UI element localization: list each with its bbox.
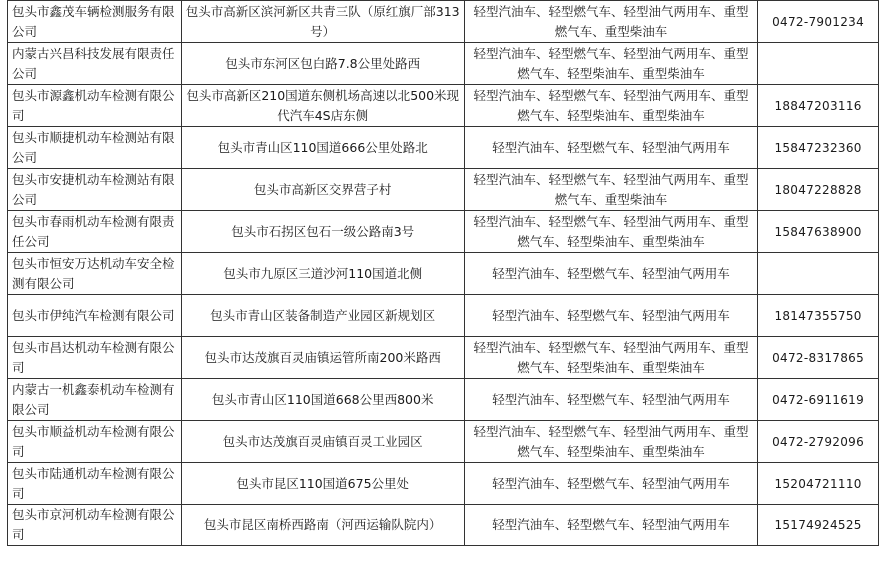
company-name-cell: 包头市恒安万达机动车安全检测有限公司 bbox=[8, 253, 182, 295]
table-row bbox=[8, 127, 879, 169]
table-body bbox=[8, 1, 879, 546]
vehicle-types-cell: 轻型汽油车、轻型燃气车、轻型油气两用车 bbox=[464, 505, 757, 546]
address-cell: 包头市青山区装备制造产业园区新规划区 bbox=[181, 295, 464, 337]
table-row bbox=[8, 85, 879, 127]
table-row bbox=[8, 211, 879, 253]
table-row bbox=[8, 379, 879, 421]
phone-cell: 18847203116 bbox=[758, 85, 879, 127]
table-row bbox=[8, 43, 879, 85]
address-cell: 包头市高新区交界营子村 bbox=[181, 169, 464, 211]
table-row bbox=[8, 295, 879, 337]
table-row bbox=[8, 463, 879, 505]
address-cell: 包头市东河区包白路7.8公里处路西 bbox=[181, 43, 464, 85]
vehicle-types-cell: 轻型汽油车、轻型燃气车、轻型油气两用车 bbox=[464, 463, 757, 505]
company-name-cell: 包头市顺益机动车检测有限公司 bbox=[8, 421, 182, 463]
company-name-cell: 包头市顺捷机动车检测站有限公司 bbox=[8, 127, 182, 169]
table-row bbox=[8, 421, 879, 463]
address-cell: 包头市石拐区包石一级公路南3号 bbox=[181, 211, 464, 253]
table-row bbox=[8, 1, 879, 43]
vehicle-types-cell: 轻型汽油车、轻型燃气车、轻型油气两用车、重型燃气车、轻型柴油车、重型柴油车 bbox=[464, 337, 757, 379]
phone-cell: 15204721110 bbox=[758, 463, 879, 505]
company-name-cell: 包头市昌达机动车检测有限公司 bbox=[8, 337, 182, 379]
address-cell: 包头市九原区三道沙河110国道北侧 bbox=[181, 253, 464, 295]
vehicle-types-cell: 轻型汽油车、轻型燃气车、轻型油气两用车 bbox=[464, 379, 757, 421]
phone-cell: 0472-7901234 bbox=[758, 1, 879, 43]
address-cell: 包头市青山区110国道668公里西800米 bbox=[181, 379, 464, 421]
address-cell: 包头市高新区210国道东侧机场高速以北500米现代汽车4S店东侧 bbox=[181, 85, 464, 127]
company-name-cell: 包头市京河机动车检测有限公司 bbox=[8, 505, 182, 546]
company-name-cell: 内蒙古一机鑫泰机动车检测有限公司 bbox=[8, 379, 182, 421]
vehicle-types-cell: 轻型汽油车、轻型燃气车、轻型油气两用车、重型燃气车、重型柴油车 bbox=[464, 169, 757, 211]
inspection-station-table bbox=[7, 0, 879, 546]
phone-cell: 0472-2792096 bbox=[758, 421, 879, 463]
table-row bbox=[8, 169, 879, 211]
table-row bbox=[8, 253, 879, 295]
company-name-cell: 包头市春雨机动车检测有限责任公司 bbox=[8, 211, 182, 253]
phone-cell bbox=[758, 253, 879, 295]
phone-cell: 18147355750 bbox=[758, 295, 879, 337]
table-row bbox=[8, 505, 879, 546]
vehicle-types-cell: 轻型汽油车、轻型燃气车、轻型油气两用车 bbox=[464, 127, 757, 169]
table-row bbox=[8, 337, 879, 379]
address-cell: 包头市达茂旗百灵庙镇运管所南200米路西 bbox=[181, 337, 464, 379]
address-cell: 包头市昆区110国道675公里处 bbox=[181, 463, 464, 505]
phone-cell: 15847232360 bbox=[758, 127, 879, 169]
vehicle-types-cell: 轻型汽油车、轻型燃气车、轻型油气两用车、重型燃气车、轻型柴油车、重型柴油车 bbox=[464, 85, 757, 127]
address-cell: 包头市青山区110国道666公里处路北 bbox=[181, 127, 464, 169]
vehicle-types-cell: 轻型汽油车、轻型燃气车、轻型油气两用车、重型燃气车、重型柴油车 bbox=[464, 1, 757, 43]
company-name-cell: 包头市鑫茂车辆检测服务有限公司 bbox=[8, 1, 182, 43]
phone-cell: 0472-8317865 bbox=[758, 337, 879, 379]
vehicle-types-cell: 轻型汽油车、轻型燃气车、轻型油气两用车、重型燃气车、轻型柴油车、重型柴油车 bbox=[464, 43, 757, 85]
phone-cell bbox=[758, 43, 879, 85]
vehicle-types-cell: 轻型汽油车、轻型燃气车、轻型油气两用车 bbox=[464, 253, 757, 295]
company-name-cell: 包头市源鑫机动车检测有限公司 bbox=[8, 85, 182, 127]
vehicle-types-cell: 轻型汽油车、轻型燃气车、轻型油气两用车、重型燃气车、轻型柴油车、重型柴油车 bbox=[464, 421, 757, 463]
company-name-cell: 包头市陆通机动车检测有限公司 bbox=[8, 463, 182, 505]
vehicle-types-cell: 轻型汽油车、轻型燃气车、轻型油气两用车 bbox=[464, 295, 757, 337]
company-name-cell: 包头市伊纯汽车检测有限公司 bbox=[8, 295, 182, 337]
phone-cell: 15847638900 bbox=[758, 211, 879, 253]
phone-cell: 18047228828 bbox=[758, 169, 879, 211]
vehicle-types-cell: 轻型汽油车、轻型燃气车、轻型油气两用车、重型燃气车、轻型柴油车、重型柴油车 bbox=[464, 211, 757, 253]
company-name-cell: 内蒙古兴昌科技发展有限责任公司 bbox=[8, 43, 182, 85]
phone-cell: 0472-6911619 bbox=[758, 379, 879, 421]
address-cell: 包头市高新区滨河新区共青三队（原红旗厂部313号） bbox=[181, 1, 464, 43]
address-cell: 包头市达茂旗百灵庙镇百灵工业园区 bbox=[181, 421, 464, 463]
company-name-cell: 包头市安捷机动车检测站有限公司 bbox=[8, 169, 182, 211]
address-cell: 包头市昆区南桥西路南（河西运输队院内） bbox=[181, 505, 464, 546]
phone-cell: 15174924525 bbox=[758, 505, 879, 546]
